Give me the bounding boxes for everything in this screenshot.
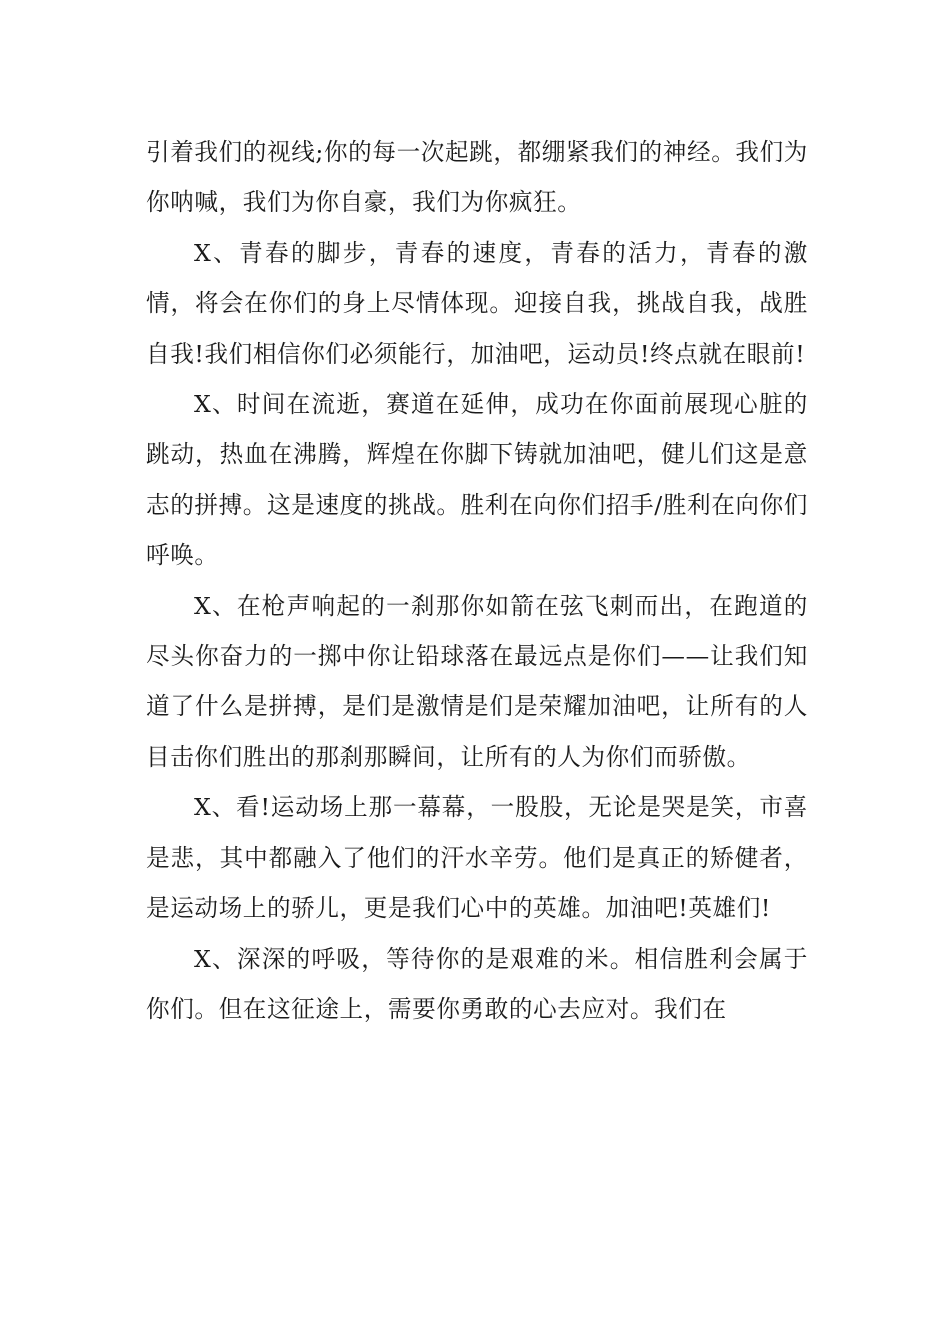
- paragraph-youth: X、青春的脚步，青春的速度，青春的活力，青春的激情，将会在你们的身上尽情体现。迎接自我，挑战自我，战胜自我!我们相信你们必须能行，加油吧，运动员!终点就在眼前!: [146, 238, 808, 368]
- paragraph-time: X、时间在流逝，赛道在延伸，成功在你面前展现心脏的跳动，热血在沸腾，辉煌在你脚下铸就加油吧，健儿们这是意志的拼搏。这是速度的挑战。胜利在向你们招手/胜利在向你们呼唤。: [146, 390, 808, 570]
- paragraph-continuation: 引着我们的视线;你的每一次起跳，都绷紧我们的神经。我们为你呐喊，我们为你自豪，我们为你疯狂。: [146, 138, 808, 217]
- paragraph-breath: X、深深的呼吸，等待你的是艰难的米。相信胜利会属于你们。但在这征途上，需要你勇敢的心去应对。我们在: [146, 944, 808, 1023]
- paragraph-look: X、看!运动场上那一幕幕，一股股，无论是哭是笑，市喜是悲，其中都融入了他们的汗水辛劳。他们是真正的矫健者，是运动场上的骄儿，更是我们心中的英雄。加油吧!英雄们!: [146, 793, 808, 923]
- paragraph-gunshot: X、在枪声响起的一刹那你如箭在弦飞刺而出，在跑道的尽头你奋力的一掷中你让铅球落在最远点是你们——让我们知道了什么是拼搏，是们是激情是们是荣耀加油吧，让所有的人目击你们胜出的那刹那瞬间，让所有的人为你们而骄傲。: [146, 591, 808, 771]
- document-body: [146, 127, 808, 1034]
